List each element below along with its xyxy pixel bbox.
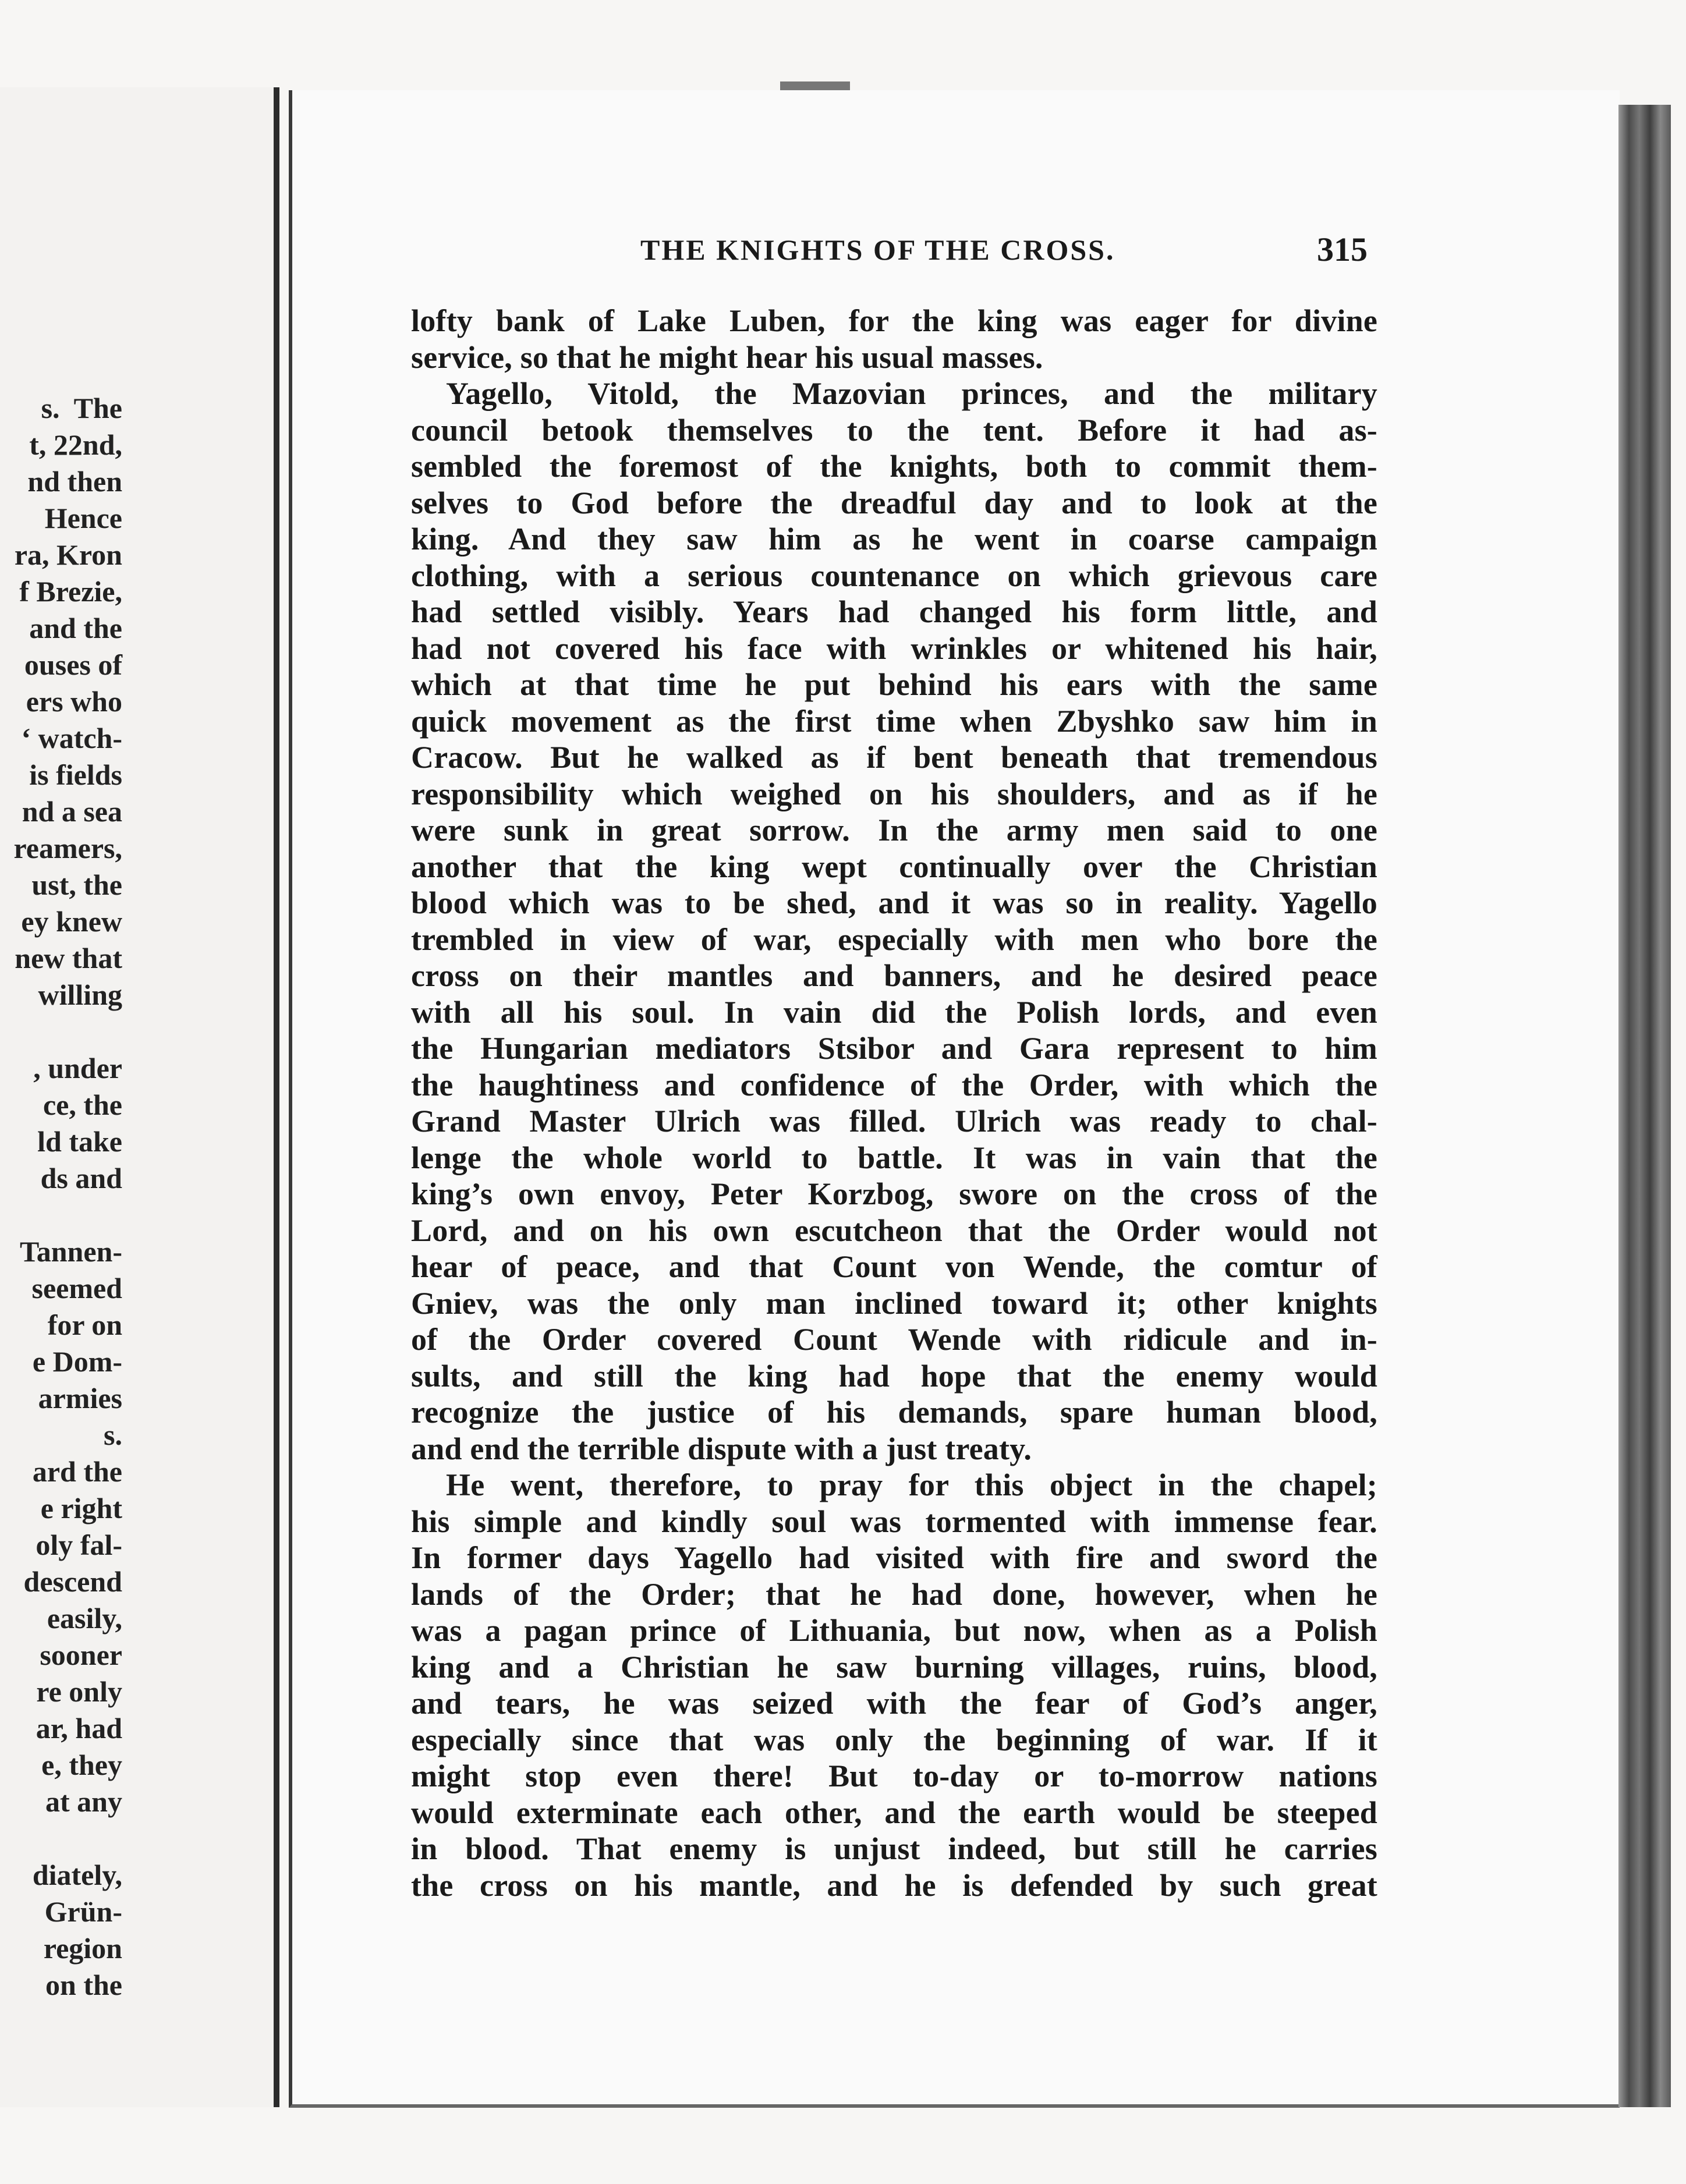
left-page-line: s. The bbox=[41, 392, 122, 424]
text-line: council betook themselves to the tent. Before it had as- bbox=[411, 412, 1377, 448]
left-page-line: ra, Kron bbox=[14, 538, 122, 571]
left-page-line: armies bbox=[38, 1382, 122, 1414]
left-page-line: , under bbox=[33, 1052, 122, 1084]
left-page-line: ouses of bbox=[24, 648, 122, 681]
text-line: responsibility which weighed on his shoulders, and as if he bbox=[411, 776, 1377, 811]
left-page-line: new that bbox=[15, 942, 122, 974]
left-page-line: e, they bbox=[41, 1749, 122, 1781]
text-line: had not covered his face with wrinkles or whitened his hair, bbox=[411, 630, 1377, 666]
text-line: hear of peace, and that Count von Wende, the comtur of bbox=[411, 1249, 1377, 1284]
left-page-line: reamers, bbox=[13, 832, 122, 864]
text-line: sembled the foremost of the knights, both to commit them- bbox=[411, 449, 1377, 484]
left-page-gap bbox=[0, 1013, 122, 1050]
text-line: his simple and kindly soul was tormented with immense fear. bbox=[411, 1504, 1377, 1539]
text-line: king’s own envoy, Peter Korzbog, swore on the cross of the bbox=[411, 1176, 1377, 1211]
left-page-gap bbox=[0, 1820, 122, 1857]
text-line: of the Order covered Count Wende with ridicule and in- bbox=[411, 1322, 1377, 1357]
text-line: In former days Yagello had visited with fire and sword the bbox=[411, 1540, 1377, 1575]
left-page-line: at any bbox=[45, 1785, 122, 1818]
text-line: might stop even there! But to-day or to-morrow nations bbox=[411, 1758, 1377, 1793]
text-line: the Hungarian mediators Stsibor and Gara represent to him bbox=[411, 1031, 1377, 1066]
left-page-text bbox=[0, 390, 122, 2004]
left-page-gap bbox=[0, 1197, 122, 1233]
text-line: especially since that was only the beginning of war. If it bbox=[411, 1722, 1377, 1757]
left-page-line: sooner bbox=[40, 1639, 122, 1671]
left-page-line: on the bbox=[45, 1969, 122, 2001]
text-line: were sunk in great sorrow. In the army men said to one bbox=[411, 813, 1377, 848]
text-line: with all his soul. In vain did the Polish lords, and even bbox=[411, 994, 1377, 1030]
text-line: clothing, with a serious countenance on which grievous care bbox=[411, 558, 1377, 593]
left-page-line: ard the bbox=[32, 1455, 122, 1488]
left-page-line: for on bbox=[47, 1309, 122, 1341]
left-page-line: ce, the bbox=[42, 1089, 122, 1121]
left-page-line: ey knew bbox=[21, 905, 122, 938]
left-page-line: ar, had bbox=[36, 1712, 122, 1745]
left-page-line: easily, bbox=[47, 1602, 122, 1635]
page-number: 315 bbox=[1317, 231, 1368, 268]
left-page-line: ers who bbox=[26, 685, 122, 718]
left-page-line: ds and bbox=[40, 1162, 122, 1194]
left-page-line: willing bbox=[38, 978, 122, 1011]
page-edges bbox=[1618, 105, 1671, 2107]
text-line: was a pagan prince of Lithuania, but now, when as a Polish bbox=[411, 1613, 1377, 1648]
text-line: had settled visibly. Years had changed his form little, and bbox=[411, 594, 1377, 629]
text-line: blood which was to be shed, and it was so in reality. Yagello bbox=[411, 885, 1377, 920]
left-page-line: s. bbox=[104, 1419, 122, 1451]
left-page-line: ‘ watch- bbox=[21, 722, 122, 754]
text-line: Cracow. But he walked as if bent beneath that tremendous bbox=[411, 740, 1377, 775]
text-line: king and a Christian he saw burning villages, ruins, blood, bbox=[411, 1649, 1377, 1685]
text-line: another that the king wept continually over the Christian bbox=[411, 849, 1377, 884]
left-page-line: nd a sea bbox=[22, 795, 122, 828]
left-page-line: nd then bbox=[27, 465, 122, 498]
text-line: would exterminate each other, and the earth would be steeped bbox=[411, 1795, 1377, 1830]
text-line: the cross on his mantle, and he is defended by such great bbox=[411, 1867, 1377, 1903]
left-page-line: t, 22nd, bbox=[29, 428, 122, 461]
left-page-line: descend bbox=[23, 1565, 122, 1598]
left-page-line: e Dom- bbox=[32, 1345, 122, 1378]
text-line: which at that time he put behind his ears with the same bbox=[411, 667, 1377, 702]
text-line: lofty bank of Lake Luben, for the king was eager for divine bbox=[411, 303, 1377, 338]
left-page-line: Hence bbox=[44, 502, 122, 534]
text-line: Grand Master Ulrich was filled. Ulrich was ready to chal- bbox=[411, 1104, 1377, 1139]
text-line: Lord, and on his own escutcheon that the Order would not bbox=[411, 1212, 1377, 1248]
text-line: lenge the whole world to battle. It was in vain that the bbox=[411, 1140, 1377, 1175]
left-page-line: is fields bbox=[29, 758, 122, 791]
text-line: service, so that he might hear his usual masses. bbox=[411, 339, 1043, 375]
text-line: sults, and still the king had hope that the enemy would bbox=[411, 1358, 1377, 1394]
text-line: cross on their mantles and banners, and he desired peace bbox=[411, 958, 1377, 993]
body-text bbox=[411, 303, 1377, 1903]
text-line: and end the terrible dispute with a just treaty. bbox=[411, 1431, 1032, 1466]
text-line: in blood. That enemy is unjust indeed, but still he carries bbox=[411, 1831, 1377, 1866]
text-line: Gniev, was the only man inclined toward it; other knights bbox=[411, 1285, 1377, 1321]
text-line: and tears, he was seized with the fear of God’s anger, bbox=[411, 1686, 1377, 1721]
text-line: Yagello, Vitold, the Mazovian princes, and the military bbox=[446, 376, 1377, 411]
left-page-line: seemed bbox=[31, 1272, 122, 1304]
text-line: recognize the justice of his demands, spare human blood, bbox=[411, 1395, 1377, 1430]
left-page-line: region bbox=[43, 1932, 122, 1965]
left-page-line: and the bbox=[29, 612, 122, 644]
text-line: He went, therefore, to pray for this object in the chapel; bbox=[446, 1467, 1377, 1502]
left-page-line: ust, the bbox=[31, 868, 122, 901]
left-page-line: oly fal- bbox=[36, 1529, 122, 1561]
left-page-line: Grün- bbox=[44, 1895, 122, 1928]
text-line: lands of the Order; that he had done, however, when he bbox=[411, 1576, 1377, 1612]
text-line: quick movement as the first time when Zbyshko saw him in bbox=[411, 703, 1377, 739]
left-page-line: ld take bbox=[37, 1125, 122, 1158]
left-page-line: diately, bbox=[32, 1859, 122, 1891]
text-line: trembled in view of war, especially with men who bore the bbox=[411, 921, 1377, 957]
left-page-line: e right bbox=[40, 1492, 122, 1524]
text-line: king. And they saw him as he went in coarse campaign bbox=[411, 522, 1377, 556]
text-line: the haughtiness and confidence of the Order, with which the bbox=[411, 1067, 1377, 1102]
left-facing-page bbox=[0, 87, 279, 2107]
text-line: selves to God before the dreadful day and to look at the bbox=[411, 485, 1377, 520]
left-page-line: Tannen- bbox=[19, 1235, 122, 1268]
running-head: THE KNIGHTS OF THE CROSS. bbox=[640, 233, 1115, 266]
left-page-line: f Brezie, bbox=[19, 575, 122, 608]
left-page-line: re only bbox=[36, 1675, 122, 1708]
